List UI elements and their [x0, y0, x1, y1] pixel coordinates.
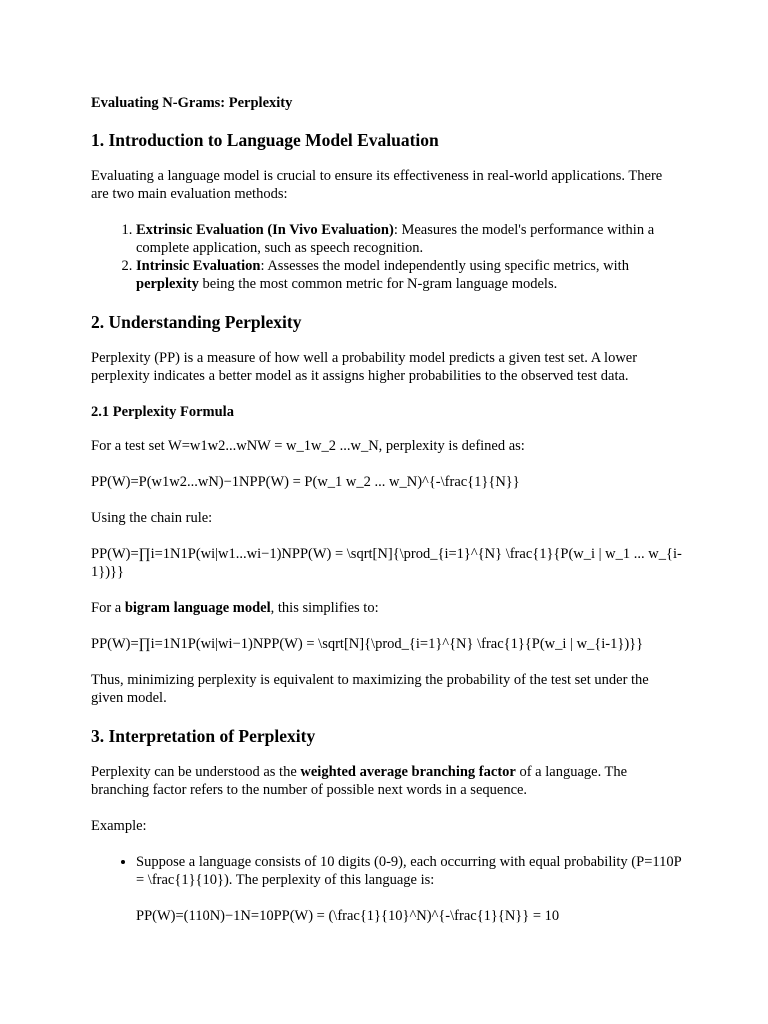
example-list-item [136, 853, 683, 925]
example-list [91, 853, 683, 925]
bigram-pre: For a [91, 600, 125, 616]
section-1-intro: Evaluating a language model is crucial to ensure its effectiveness in real-world applications. There are two main evaluation methods: [91, 168, 663, 202]
list-item-extrinsic [136, 221, 683, 257]
example-label: Example: [91, 818, 147, 834]
list-item-bold-perplexity: perplexity [136, 276, 199, 292]
list-item-text-2: being the most common metric for N-gram language models. [198, 276, 558, 292]
formula-bigram: PP(W)=∏i=1N1P(wi|wi−1)NPP(W) = \sqrt[N]{\prod_{i=1}^{N} \frac{1}{P(w_i | w_{i-1})}} [91, 636, 644, 652]
evaluation-methods-list [91, 221, 683, 293]
bigram-bold: bigram language model [124, 600, 271, 616]
section-2-conclusion: Thus, minimizing perplexity is equivalent to maximizing the probability of the test set under the given model. [91, 672, 649, 706]
branching-pre: Perplexity can be understood as the [91, 764, 301, 780]
branching-post: of a language. The branching factor refers to the number of possible next words in a sequence. [91, 764, 628, 798]
document-page [91, 94, 683, 943]
formula-chain-rule: PP(W)=∏i=1N1P(wi|w1...wi−1)NPP(W) = \sqrt[N]{\prod_{i=1}^{N} \frac{1}{P(w_i | w_1 ... w_{i-1})}} [91, 546, 682, 580]
section-1-heading: 1. Introduction to Language Model Evaluation [91, 130, 439, 150]
example-formula: PP(W)=(110N)−1N=10PP(W) = (\frac{1}{10}^N)^{-\frac{1}{N}} = 10 [136, 908, 560, 924]
test-set-paragraph: For a test set W=w1w2...wNW = w_1w_2 ...w_N, perplexity is defined as: [91, 438, 525, 454]
example-text: Suppose a language consists of 10 digits (0-9), each occurring with equal probability (P=110P = \frac{1}{10}). The perplexity of this language is: [136, 854, 682, 888]
bigram-post: , this simplifies to: [270, 600, 379, 616]
section-2-heading: 2. Understanding Perplexity [91, 312, 302, 332]
section-3-heading: 3. Interpretation of Perplexity [91, 726, 316, 746]
list-item-text: : Measures the model's performance within a complete application, such as speech recognition. [136, 222, 655, 256]
list-item-bold: Intrinsic Evaluation [136, 258, 261, 274]
branching-bold: weighted average branching factor [300, 764, 516, 780]
bigram-paragraph [91, 599, 683, 617]
list-item-bold: Extrinsic Evaluation (In Vivo Evaluation) [136, 222, 394, 238]
section-2-paragraph-1: Perplexity (PP) is a measure of how well a probability model predicts a given test set. A lower perplexity indicates a better model as it assigns higher probabilities to the observed test data. [91, 350, 638, 384]
chain-rule-paragraph: Using the chain rule: [91, 510, 213, 526]
list-item-intrinsic [136, 257, 683, 293]
branching-paragraph [91, 763, 683, 799]
section-2-1-heading: 2.1 Perplexity Formula [91, 404, 234, 420]
list-item-text: : Assesses the model independently using specific metrics, with [260, 258, 629, 274]
document-title: Evaluating N-Grams: Perplexity [91, 95, 293, 111]
formula-perplexity: PP(W)=P(w1w2...wN)−1NPP(W) = P(w_1 w_2 ... w_N)^{-\frac{1}{N}} [91, 474, 520, 490]
